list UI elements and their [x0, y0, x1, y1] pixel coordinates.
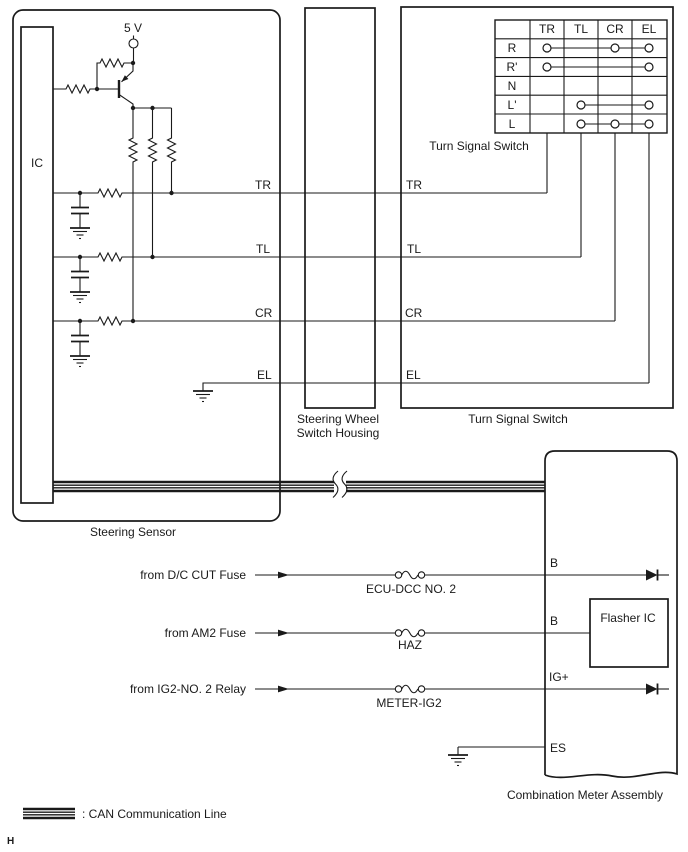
diode-icon [646, 684, 669, 695]
cr-label-left: CR [255, 306, 273, 320]
tl-label-right: TL [407, 242, 422, 256]
switch-contact-icon [645, 63, 653, 71]
fuse-icon [395, 571, 424, 579]
source-label: from D/C CUT Fuse [140, 568, 246, 582]
switch-contact-icon [543, 63, 551, 71]
table-col-tl: TL [573, 22, 589, 36]
fuse-icon [395, 629, 424, 637]
diode-icon [646, 570, 669, 581]
can-line [53, 471, 545, 498]
switch-housing-box [305, 8, 375, 408]
can-break-mask [334, 477, 346, 496]
combination-meter [448, 451, 677, 802]
steering-wheel-switch-housing [297, 8, 380, 440]
table-row-l2: L' [507, 98, 517, 112]
source-label: from AM2 Fuse [164, 626, 246, 640]
pullup-resistor-icon [149, 108, 157, 257]
contact-table [495, 20, 667, 133]
resistor-icon [97, 59, 133, 89]
cr-label-right: CR [405, 306, 423, 320]
resistor-icon [53, 85, 97, 93]
capacitor-icon [70, 257, 90, 303]
flasher-ic-box [590, 599, 668, 667]
switch-contact-icon [611, 44, 619, 52]
el-ground-icon [193, 391, 213, 402]
tl-label-left: TL [256, 242, 271, 256]
arrow-icon [278, 630, 289, 637]
ground-icon [70, 356, 90, 367]
fuse-label: ECU-DCC NO. 2 [365, 582, 457, 596]
ic-label: IC [31, 156, 43, 170]
signal-lines [53, 178, 649, 402]
table-row-n: N [507, 79, 517, 93]
pullup-resistor-icon [129, 108, 137, 321]
turn-signal-switch-table-label: Turn Signal Switch [429, 139, 529, 153]
switch-contact-icon [543, 44, 551, 52]
cr-line [53, 317, 615, 325]
table-drop-wires [547, 133, 649, 383]
capacitor-icon [70, 193, 90, 239]
tl-line [53, 253, 581, 261]
power-input-ig2 [130, 682, 646, 710]
supply-terminal-icon [124, 21, 142, 63]
arrow-icon [278, 686, 289, 693]
page-code: H [7, 836, 15, 847]
switch-housing-label-2: Switch Housing [296, 426, 380, 440]
turn-signal-switch [401, 7, 673, 426]
el-label-right: EL [406, 368, 421, 382]
ic-box [21, 27, 53, 503]
fuse-icon [395, 685, 424, 693]
fuse-label: METER-IG2 [376, 696, 442, 710]
fuse-label: HAZ [398, 638, 422, 652]
transistor-icon [97, 63, 133, 108]
ground-icon [70, 228, 90, 239]
flasher-ic-label: Flasher IC [600, 611, 656, 625]
switch-contact-icon [611, 120, 619, 128]
switch-contact-icon [577, 101, 585, 109]
terminal-b2: B [550, 614, 559, 628]
tr-line [53, 189, 547, 197]
switch-housing-label-1: Steering Wheel [296, 412, 380, 426]
switch-contact-icon [577, 120, 585, 128]
switch-contact-icon [645, 101, 653, 109]
switch-contact-icon [645, 44, 653, 52]
table-col-cr: CR [606, 22, 624, 36]
steering-sensor [13, 10, 280, 539]
legend-can-label: : CAN Communication Line [82, 807, 227, 821]
steering-sensor-label: Steering Sensor [89, 525, 177, 539]
power-inputs [130, 568, 646, 710]
combination-meter-label: Combination Meter Assembly [506, 788, 664, 802]
terminal-es: ES [550, 741, 567, 755]
turn-signal-switch-box-label: Turn Signal Switch [468, 412, 568, 426]
terminal-ig: IG+ [549, 670, 569, 684]
power-input-dc-cut [140, 568, 646, 596]
can-line-sample [23, 809, 75, 818]
el-line [203, 383, 649, 391]
power-input-am2 [165, 626, 590, 652]
table-col-tr: TR [539, 22, 555, 36]
arrow-icon [278, 572, 289, 579]
table-row-l: L [508, 117, 516, 131]
source-label: from IG2-NO. 2 Relay [129, 682, 246, 696]
es-ground-icon [448, 747, 468, 766]
capacitor-icon [70, 321, 90, 367]
tr-label-left: TR [255, 178, 271, 192]
table-row-r2: R' [506, 60, 518, 74]
switch-contact-icon [645, 120, 653, 128]
el-label-left: EL [257, 368, 272, 382]
tr-label-right: TR [406, 178, 422, 192]
legend [23, 807, 227, 821]
terminal-b1: B [550, 556, 559, 570]
table-row-r: R [507, 41, 517, 55]
junction-dots [78, 61, 174, 323]
supply-label: 5 V [123, 21, 143, 35]
ground-icon [70, 292, 90, 303]
table-col-el: EL [641, 22, 657, 36]
pullup-resistor-icon [168, 108, 176, 193]
